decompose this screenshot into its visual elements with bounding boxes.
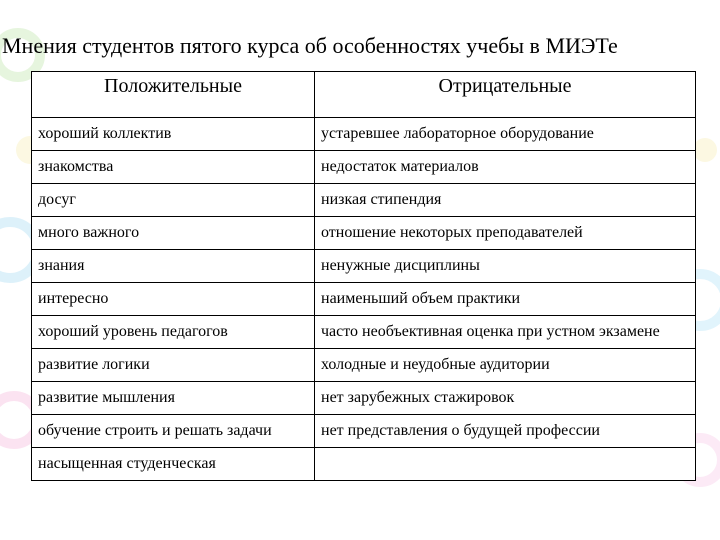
table-row — [32, 283, 696, 316]
opinions-table — [31, 71, 696, 481]
positive-cell: интересно — [32, 283, 315, 316]
table-row — [32, 448, 696, 481]
negative-cell: недостаток материалов — [315, 151, 696, 184]
negative-cell: холодные и неудобные аудитории — [315, 349, 696, 382]
positive-cell: много важного — [32, 217, 315, 250]
positive-cell: знакомства — [32, 151, 315, 184]
table-row — [32, 415, 696, 448]
positive-cell: обучение строить и решать задачи — [32, 415, 315, 448]
header-positive: Положительные — [32, 72, 315, 118]
negative-cell: нет представления о будущей профессии — [315, 415, 696, 448]
negative-cell: ненужные дисциплины — [315, 250, 696, 283]
table-row — [32, 118, 696, 151]
positive-cell: досуг — [32, 184, 315, 217]
positive-cell: насыщенная студенческая — [32, 448, 315, 481]
negative-cell: нет зарубежных стажировок — [315, 382, 696, 415]
table-row — [32, 151, 696, 184]
positive-cell: хороший уровень педагогов — [32, 316, 315, 349]
table-row — [32, 316, 696, 349]
header-negative: Отрицательные — [315, 72, 696, 118]
positive-cell: знания — [32, 250, 315, 283]
table-row — [32, 184, 696, 217]
positive-cell: хороший коллектив — [32, 118, 315, 151]
page-title: Мнения студентов пятого курса об особенностях учебы в МИЭТе — [2, 33, 618, 58]
table-row — [32, 349, 696, 382]
negative-cell: часто необъективная оценка при устном экзамене — [315, 316, 696, 349]
negative-cell — [315, 448, 696, 481]
table-row — [32, 382, 696, 415]
table-header-row — [32, 72, 696, 118]
table-row — [32, 217, 696, 250]
negative-cell: наименьший объем практики — [315, 283, 696, 316]
negative-cell: низкая стипендия — [315, 184, 696, 217]
negative-cell: устаревшее лабораторное оборудование — [315, 118, 696, 151]
positive-cell: развитие логики — [32, 349, 315, 382]
negative-cell: отношение некоторых преподавателей — [315, 217, 696, 250]
table-row — [32, 250, 696, 283]
positive-cell: развитие мышления — [32, 382, 315, 415]
